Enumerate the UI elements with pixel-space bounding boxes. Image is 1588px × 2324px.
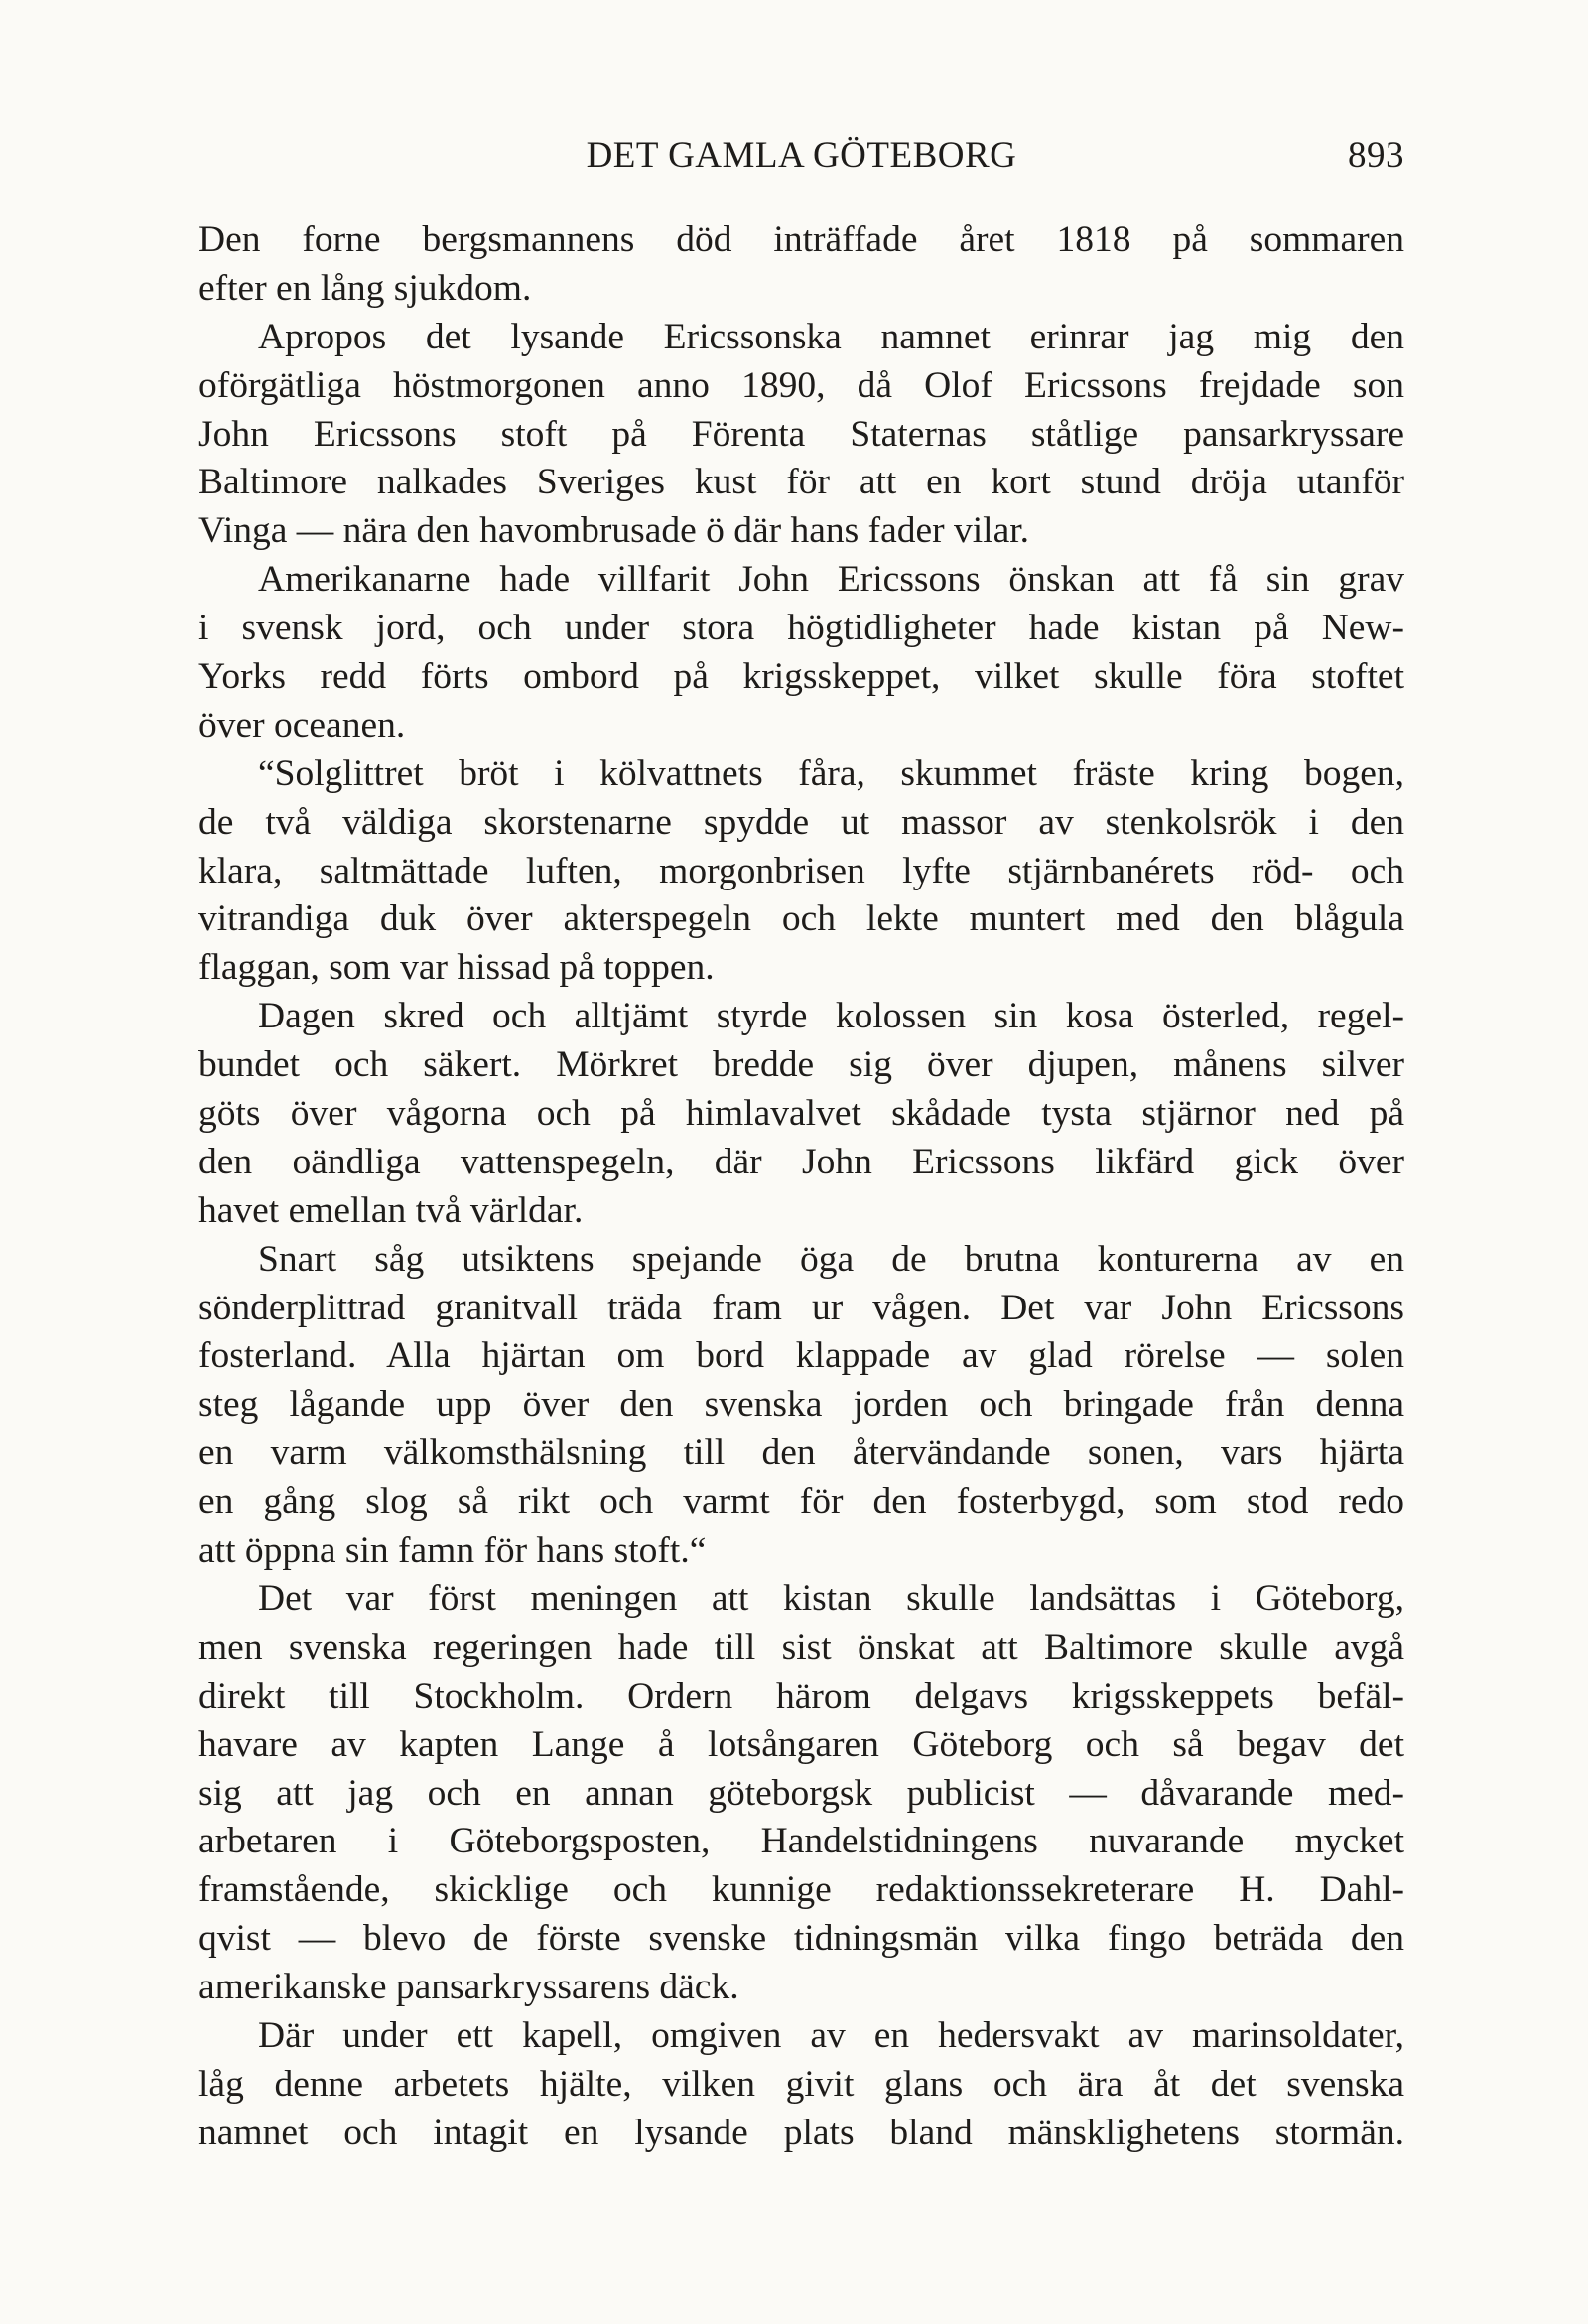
text-line: arbetaren i Göteborgsposten, Handelstidningens nuvarande mycket (198, 1821, 1404, 1862)
text-line: Den forne bergsmannens död inträffade året 1818 på sommaren (198, 219, 1404, 260)
text-line: Snart såg utsiktens spejande öga de brutna konturerna av en (258, 1238, 1404, 1280)
paragraph (198, 1236, 1404, 1575)
text-line: framstående, skicklige och kunnige redaktionssekreterare H. Dahl- (198, 1869, 1404, 1911)
text-line: Baltimore nalkades Sveriges kust för att en kort stund dröja utanför (198, 462, 1404, 503)
text-line: en gång slog så rikt och varmt för den fosterbygd, som stod redo (198, 1481, 1404, 1523)
text-line: de två väldiga skorstenarne spydde ut massor av stenkolsrök i den (198, 801, 1404, 843)
paragraph (198, 993, 1404, 1235)
text-line: den oändliga vattenspegeln, där John Ericssons likfärd gick över (198, 1141, 1404, 1182)
text-line: i svensk jord, och under stora högtidligheter hade kistan på New- (198, 608, 1404, 649)
text-line: amerikanske pansarkryssarens däck. (198, 1967, 739, 2008)
text-line: flaggan, som var hissad på toppen. (198, 947, 715, 989)
text-line: göts över vågorna och på himlavalvet skådade tysta stjärnor ned på (198, 1093, 1404, 1135)
text-line: sönderplittrad granitvall träda fram ur vågen. Det var John Ericssons (198, 1287, 1404, 1328)
paragraph (198, 556, 1404, 751)
text-line: efter en lång sjukdom. (198, 267, 532, 309)
text-line: fosterland. Alla hjärtan om bord klappade av glad rörelse — solen (198, 1335, 1404, 1377)
text-line: Yorks redd förts ombord på krigsskeppet, vilket skulle föra stoftet (198, 656, 1404, 698)
text-line: oförgätliga höstmorgonen anno 1890, då Olof Ericssons frejdade son (198, 364, 1404, 406)
text-line: Dagen skred och alltjämt styrde kolossen sin kosa österled, regel- (258, 996, 1404, 1037)
text-line: låg denne arbetets hjälte, vilken givit glans och ära åt det svenska (198, 2063, 1404, 2105)
running-title: DET GAMLA GÖTEBORG (586, 135, 1017, 176)
text-line: Där under ett kapell, omgiven av en hedersvakt av marinsoldater, (258, 2014, 1404, 2056)
text-line: direkt till Stockholm. Ordern härom delgavs krigsskeppets befäl- (198, 1675, 1404, 1716)
text-line: havare av kapten Lange å lotsångaren Göteborg och så begav det (198, 1723, 1404, 1765)
text-line: sig att jag och en annan göteborgsk publicist — dåvarande med- (198, 1772, 1404, 1814)
text-line: namnet och intagit en lysande plats bland mänsklighetens stormän. (198, 2112, 1404, 2153)
paragraph (198, 216, 1404, 314)
paragraph (198, 751, 1404, 993)
text-line: en varm välkomsthälsning till den återvändande sonen, vars hjärta (198, 1433, 1404, 1474)
text-line: klara, saltmättade luften, morgonbrisen lyfte stjärnbanérets röd- och (198, 850, 1404, 891)
text-line: John Ericssons stoft på Förenta Staternas ståtlige pansarkryssare (198, 413, 1404, 455)
text-line: Amerikanarne hade villfarit John Ericssons önskan att få sin grav (258, 559, 1404, 601)
text-line: men svenska regeringen hade till sist önskat att Baltimore skulle avgå (198, 1626, 1404, 1668)
text-line: bundet och säkert. Mörkret bredde sig över djupen, månens silver (198, 1044, 1404, 1086)
text-line: qvist — blevo de förste svenske tidningsmän vilka fingo beträda den (198, 1918, 1404, 1960)
paragraph (198, 2012, 1404, 2158)
text-line: steg lågande upp över den svenska jorden och bringade från denna (198, 1384, 1404, 1426)
paragraph (198, 1575, 1404, 2012)
body-text (198, 216, 1404, 2158)
paragraph (198, 314, 1404, 556)
text-line: att öppna sin famn för hans stoft.“ (198, 1530, 707, 1572)
text-line: över oceanen. (198, 704, 406, 746)
page-number: 893 (1348, 135, 1404, 176)
text-line: Det var först meningen att kistan skulle landsättas i Göteborg, (258, 1577, 1404, 1619)
text-line: havet emellan två världar. (198, 1189, 584, 1231)
page-header (198, 134, 1404, 184)
text-line: vitrandiga duk över akterspegeln och lekte muntert med den blågula (198, 898, 1404, 940)
text-line: “Solglittret bröt i kölvattnets fåra, skummet fräste kring bogen, (258, 752, 1404, 794)
text-line: Apropos det lysande Ericssonska namnet erinrar jag mig den (258, 316, 1404, 357)
text-line: Vinga — nära den havombrusade ö där hans fader vilar. (198, 510, 1030, 552)
